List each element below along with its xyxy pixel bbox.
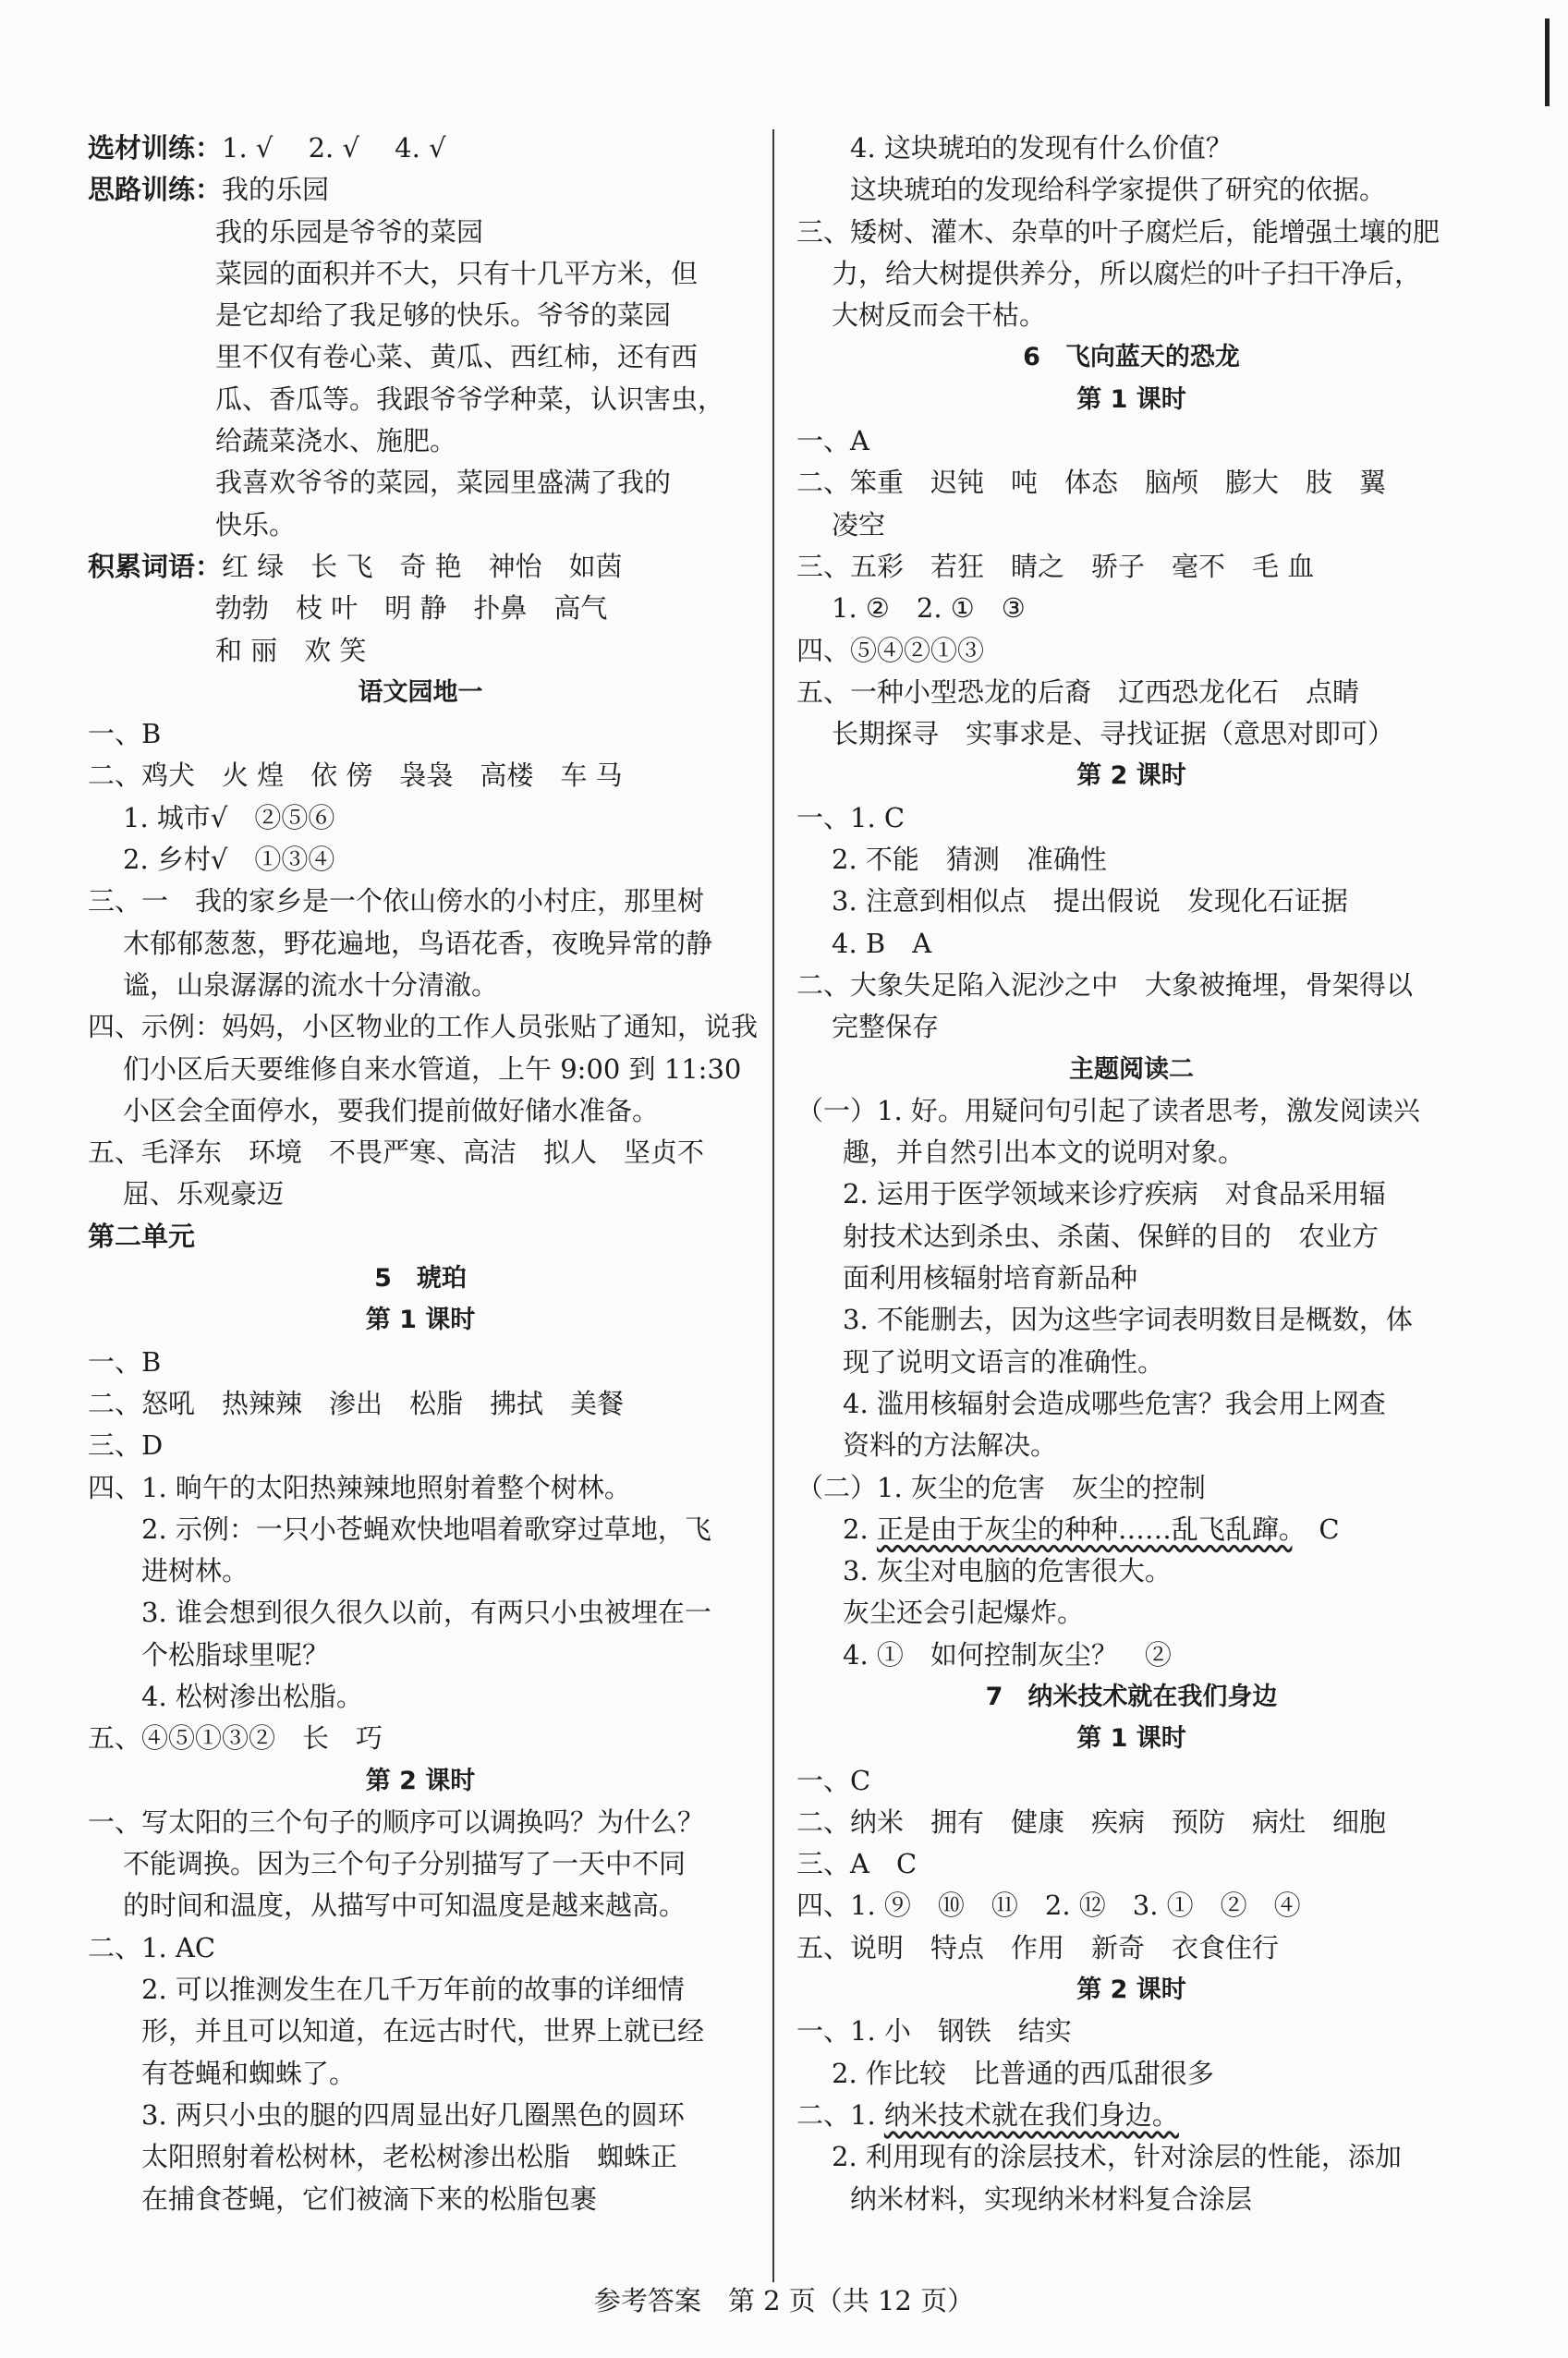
right-answer-line: 五、说明 特点 作用 新奇 衣食住行 bbox=[796, 1931, 1280, 1963]
left-answer-line: 快乐。 bbox=[215, 508, 297, 541]
left-answer-line: 进树林。 bbox=[141, 1555, 249, 1587]
left-answer-line: 有苍蝇和蜘蛛了。 bbox=[141, 2057, 357, 2089]
left-answer-line: 5 琥珀 bbox=[374, 1264, 467, 1294]
right-answer-line: 凌空 bbox=[832, 508, 886, 541]
left-answer-line: 2. 示例：一只小苍蝇欢快地唱着歌穿过草地，飞 bbox=[141, 1513, 711, 1545]
right-answer-line: 一、A bbox=[796, 425, 869, 457]
left-answer-line: 四、示例：妈妈，小区物业的工作人员张贴了通知，说我 bbox=[88, 1011, 759, 1043]
left-answer-line: 四、1. 晌午的太阳热辣辣地照射着整个树林。 bbox=[88, 1471, 631, 1503]
right-answer-line: 一、1. C bbox=[796, 801, 906, 833]
right-answer-line: 第 1 课时 bbox=[1076, 384, 1186, 414]
left-answer-line: 谧，山泉潺潺的流水十分清澈。 bbox=[123, 968, 499, 1001]
right-answer-line: 4. 滥用核辐射会造成哪些危害？我会用上网查 bbox=[843, 1387, 1386, 1419]
right-answer-line: 灰尘还会引起爆炸。 bbox=[843, 1597, 1085, 1629]
left-answer-line: 菜园的面积并不大，只有十几平方米，但 bbox=[215, 257, 699, 289]
left-answer-line: 一、B bbox=[88, 1345, 162, 1378]
right-answer-line: 第 2 课时 bbox=[1076, 761, 1186, 791]
right-answer-line: 面利用核辐射培育新品种 bbox=[843, 1262, 1138, 1294]
right-column bbox=[796, 128, 1466, 2220]
right-answer-line: 大树反而会干枯。 bbox=[832, 299, 1047, 332]
left-answer-line: 二、1. AC bbox=[88, 1931, 216, 1963]
right-answer-line: 2. 利用现有的涂层技术，针对涂层的性能，添加 bbox=[832, 2141, 1402, 2173]
left-answer-line: 2. 可以推测发生在几千万年前的故事的详细情 bbox=[141, 1974, 685, 2006]
left-answer-line: 积累词语：红 绿 长 飞 奇 艳 神怡 如茵 bbox=[88, 550, 623, 582]
left-answer-line: 里不仅有卷心菜、黄瓜、西红柿，还有西 bbox=[215, 341, 699, 373]
left-answer-line: 小区会全面停水，要我们提前做好储水准备。 bbox=[123, 1094, 660, 1126]
left-answer-line: 瓜、香瓜等。我跟爷爷学种菜，认识害虫， bbox=[215, 383, 725, 415]
right-answer-line: 1. ② 2. ① ③ bbox=[832, 592, 1026, 625]
left-answer-line: 我喜欢爷爷的菜园，菜园里盛满了我的 bbox=[215, 467, 672, 499]
right-answer-line: 一、C bbox=[796, 1764, 871, 1796]
left-answer-line: 个松脂球里呢？ bbox=[141, 1638, 330, 1671]
right-answer-line: （二）1. 灰尘的危害 灰尘的控制 bbox=[796, 1471, 1206, 1503]
left-answer-line: 4. 松树渗出松脂。 bbox=[141, 1680, 363, 1712]
right-answer-line: 四、⑤④②①③ bbox=[796, 634, 985, 666]
left-answer-line: 1. 城市√ ②⑤⑥ bbox=[123, 801, 335, 833]
right-answer-line: 7 纳米技术就在我们身边 bbox=[985, 1682, 1278, 1711]
left-answer-line: 3. 两只小虫的腿的四周显出好几圈黑色的圆环 bbox=[141, 2098, 685, 2131]
right-answer-line: 2. 作比较 比普通的西瓜甜很多 bbox=[832, 2057, 1214, 2089]
right-answer-line: 4. 这块琥珀的发现有什么价值？ bbox=[850, 132, 1233, 164]
left-answer-line: 木郁郁葱葱，野花遍地，鸟语花香，夜晚异常的静 bbox=[123, 927, 713, 959]
right-answer-line: 二、纳米 拥有 健康 疾病 预防 病灶 细胞 bbox=[796, 1805, 1387, 1838]
left-answer-line: 第二单元 bbox=[88, 1220, 196, 1252]
left-answer-line: 第 2 课时 bbox=[365, 1766, 476, 1795]
left-answer-line: 二、怒吼 热辣辣 渗出 松脂 拂拭 美餐 bbox=[88, 1387, 625, 1419]
right-answer-line: 完整保存 bbox=[832, 1011, 940, 1043]
right-answer-line: 二、大象失足陷入泥沙之中 大象被掩埋，骨架得以 bbox=[796, 968, 1414, 1001]
left-answer-line: 在捕食苍蝇，它们被滴下来的松脂包裹 bbox=[141, 2182, 598, 2215]
left-answer-line: 二、鸡犬 火 煌 依 傍 袅袅 高楼 车 马 bbox=[88, 760, 623, 792]
right-answer-line: 纳米材料，实现纳米材料复合涂层 bbox=[850, 2182, 1253, 2215]
right-answer-line: 一、1. 小 钢铁 结实 bbox=[796, 2015, 1072, 2048]
left-answer-line: 三、一 我的家乡是一个依山傍水的小村庄，那里树 bbox=[88, 885, 705, 918]
right-answer-line: 3. 灰尘对电脑的危害很大。 bbox=[843, 1555, 1172, 1587]
right-answer-line: 力，给大树提供养分，所以腐烂的叶子扫干净后， bbox=[832, 257, 1422, 289]
right-answer-line: 三、A C bbox=[796, 1848, 918, 1880]
left-answer-line: 是它却给了我足够的快乐。爷爷的菜园 bbox=[215, 299, 672, 332]
right-answer-line: 三、五彩 若狂 睛之 骄子 毫不 毛 血 bbox=[796, 550, 1315, 582]
left-answer-line: 们小区后天要维修自来水管道，上午 9:00 到 11:30 bbox=[123, 1052, 742, 1085]
page-edge-mark bbox=[1545, 18, 1550, 106]
right-answer-line: 二、笨重 迟钝 吨 体态 脑颅 膨大 肢 翼 bbox=[796, 467, 1387, 499]
right-answer-line: 2. 正是由于灰尘的种种……乱飞乱蹿。 C bbox=[843, 1513, 1340, 1545]
left-column bbox=[88, 128, 759, 2220]
right-answer-line: 4. B A bbox=[832, 927, 932, 959]
left-answer-line: 选材训练：1. √ 2. √ 4. √ bbox=[88, 132, 446, 164]
left-answer-line: 的时间和温度，从描写中可知温度是越来越高。 bbox=[123, 1890, 687, 1922]
right-answer-line: 3. 注意到相似点 提出假说 发现化石证据 bbox=[832, 885, 1348, 918]
column-divider bbox=[772, 129, 774, 2282]
right-answer-line: 2. 不能 猜测 准确性 bbox=[832, 844, 1107, 876]
right-answer-line: 四、1. ⑨ ⑩ ⑪ 2. ⑫ 3. ① ② ④ bbox=[796, 1890, 1301, 1922]
right-answer-line: 2. 运用于医学领域来诊疗疾病 对食品采用辐 bbox=[843, 1178, 1386, 1210]
left-answer-line: 五、④⑤①③② 长 巧 bbox=[88, 1722, 383, 1755]
right-answer-line: 现了说明文语言的准确性。 bbox=[843, 1345, 1165, 1378]
right-answer-line: 第 2 课时 bbox=[1076, 1975, 1186, 2005]
right-answer-line: 长期探寻 实事求是、寻找证据（意思对即可） bbox=[832, 718, 1395, 750]
right-answer-line: 趣，并自然引出本文的说明对象。 bbox=[843, 1136, 1246, 1169]
right-answer-line: （一）1. 好。用疑问句引起了读者思考，激发阅读兴 bbox=[796, 1094, 1420, 1126]
left-answer-line: 给蔬菜浇水、施肥。 bbox=[215, 425, 457, 457]
left-answer-line: 第 1 课时 bbox=[365, 1306, 476, 1335]
right-answer-line: 射技术达到杀虫、杀菌、保鲜的目的 农业方 bbox=[843, 1220, 1380, 1252]
right-answer-line: 主题阅读二 bbox=[1069, 1054, 1194, 1084]
right-answer-line: 这块琥珀的发现给科学家提供了研究的依据。 bbox=[850, 174, 1387, 206]
left-answer-line: 语文园地一 bbox=[358, 677, 483, 707]
left-answer-line: 不能调换。因为三个句子分别描写了一天中不同 bbox=[123, 1848, 687, 1880]
right-answer-line: 第 1 课时 bbox=[1076, 1724, 1186, 1754]
right-answer-line: 6 飞向蓝天的恐龙 bbox=[1023, 343, 1240, 372]
right-answer-line: 三、矮树、灌木、杂草的叶子腐烂后，能增强土壤的肥 bbox=[796, 215, 1440, 248]
right-answer-line: 五、一种小型恐龙的后裔 辽西恐龙化石 点睛 bbox=[796, 675, 1360, 708]
left-answer-line: 思路训练：我的乐园 bbox=[88, 174, 330, 206]
left-answer-line: 形，并且可以知道，在远古时代，世界上就已经 bbox=[141, 2015, 705, 2048]
right-answer-line: 资料的方法解决。 bbox=[843, 1429, 1058, 1462]
left-answer-line: 和 丽 欢 笑 bbox=[215, 634, 367, 666]
left-answer-line: 2. 乡村√ ①③④ bbox=[123, 844, 335, 876]
right-answer-line: 3. 不能删去，因为这些字词表明数目是概数，体 bbox=[843, 1304, 1413, 1336]
left-answer-line: 三、D bbox=[88, 1429, 164, 1462]
left-answer-line: 一、B bbox=[88, 718, 162, 750]
page-footer: 参考答案 第 2 页（共 12 页） bbox=[593, 2285, 975, 2316]
left-answer-line: 五、毛泽东 环境 不畏严寒、高洁 拟人 坚贞不 bbox=[88, 1136, 705, 1169]
left-answer-line: 屈、乐观豪迈 bbox=[123, 1178, 285, 1210]
left-answer-line: 一、写太阳的三个句子的顺序可以调换吗？为什么？ bbox=[88, 1805, 705, 1838]
right-answer-line: 4. ① 如何控制灰尘？ ② bbox=[843, 1638, 1172, 1671]
left-answer-line: 勃勃 枝 叶 明 静 扑鼻 高气 bbox=[215, 592, 608, 625]
left-answer-line: 太阳照射着松树林，老松树渗出松脂 蜘蛛正 bbox=[141, 2141, 678, 2173]
left-answer-line: 3. 谁会想到很久很久以前，有两只小虫被埋在一 bbox=[141, 1597, 711, 1629]
right-answer-line: 二、1. 纳米技术就在我们身边。 bbox=[796, 2098, 1179, 2131]
left-answer-line: 我的乐园是爷爷的菜园 bbox=[215, 215, 484, 248]
